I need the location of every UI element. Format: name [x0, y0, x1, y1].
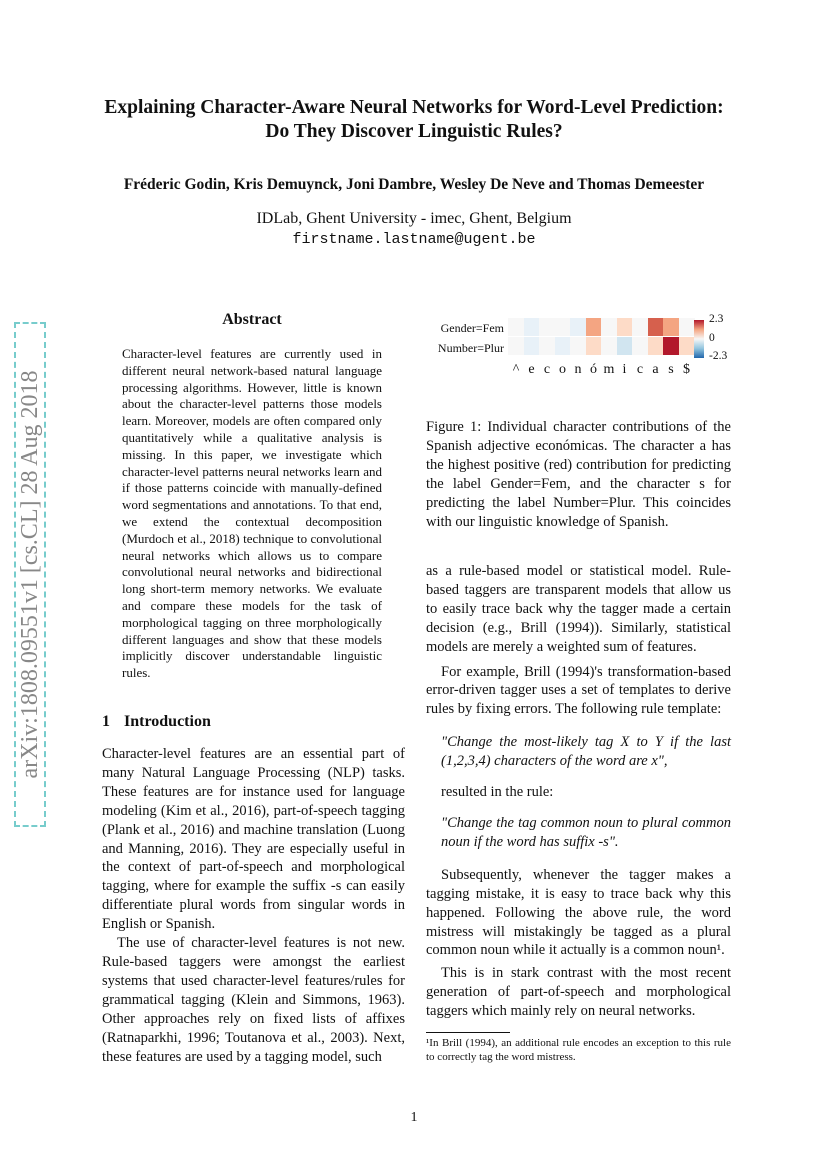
heatmap-char-label: m: [603, 362, 615, 377]
title-line-2: Do They Discover Linguistic Rules?: [265, 121, 563, 142]
right-paragraph-2: For example, Brill (1994)'s transformation-based error-driven tagger uses a set of templates to derive rules by fixing errors. The following rule template:: [426, 663, 731, 718]
right-column: [426, 562, 731, 1021]
heatmap-char-label: c: [636, 362, 644, 377]
paper-title: [60, 96, 768, 144]
right-paragraph-4: Subsequently, whenever the tagger makes a tagging mistake, it is easy to trace back why this happened. Following the above rule, the word mistress will mistakingly be tagged as a plural common noun while it actually is a common noun¹.: [426, 866, 731, 959]
heatmap-char-axis: [508, 362, 704, 378]
right-paragraph-3: resulted in the rule:: [441, 784, 554, 801]
figure-1-heatmap: [426, 312, 736, 402]
heatmap-cell: [524, 318, 540, 336]
heatmap-cell: [570, 318, 586, 336]
figure-1-caption: Figure 1: Individual character contributions of the Spanish adjective económicas. The character a has the highest positive (red) contribution for predicting the label Gender=Fem, and the character s for predicting the label Number=Plur. This coincides with our linguistic knowledge of Spanish.: [426, 419, 731, 530]
colorbar-tick-min: -2.3: [709, 350, 728, 362]
heatmap-cell: [601, 337, 617, 355]
section-title: Introduction: [124, 713, 211, 730]
section-heading: [102, 713, 225, 731]
footnote: ¹In Brill (1994), an additional rule encodes an exception to this rule to correctly tag the word mistress.: [426, 1037, 731, 1063]
heatmap-char-label: a: [652, 362, 659, 377]
heatmap-cell: [663, 337, 679, 355]
arxiv-id: arXiv:1808.09551v1 [cs.CL] 28 Aug 2018: [14, 322, 46, 827]
heatmap-cell: [586, 318, 602, 336]
row-label-number: Number=Plur: [437, 341, 504, 355]
title-line-1: Explaining Character-Aware Neural Networks for Word-Level Prediction:: [104, 97, 724, 118]
left-column: [102, 745, 405, 1066]
heatmap-cell: [632, 337, 648, 355]
heatmap-cell: [679, 337, 695, 355]
heatmap-cell: [555, 337, 571, 355]
affiliation: IDLab, Ghent University - imec, Ghent, Belgium: [256, 210, 572, 227]
heatmap-char-label: ^: [512, 362, 520, 377]
heatmap-cell: [648, 318, 664, 336]
heatmap-cell: [679, 318, 695, 336]
heatmap-cell: [617, 318, 633, 336]
heatmap-cell: [617, 337, 633, 355]
heatmap-char-label: e: [528, 362, 535, 377]
arxiv-stamp: [14, 322, 46, 827]
heatmap-cell: [663, 318, 679, 336]
heatmap-cell: [555, 318, 571, 336]
heatmap-cell: [648, 337, 664, 355]
heatmap-cell: [508, 318, 524, 336]
heatmap-char-label: c: [543, 362, 551, 377]
right-paragraph-5: This is in stark contrast with the most recent generation of part-of-speech and morphological taggers which mainly rely on neural networks.: [426, 965, 731, 1020]
heatmap-char-label: n: [574, 362, 582, 377]
colorbar-tick-max: 2.3: [709, 313, 724, 325]
row-label-gender: Gender=Fem: [440, 321, 504, 335]
rule-quote: "Change the tag common noun to plural common noun if the word has suffix -s".: [441, 814, 731, 850]
heatmap-char-label: ó: [590, 362, 597, 377]
intro-paragraph-2: The use of character-level features is not new. Rule-based taggers were amongst the earliest systems that used character-level features/rules for grammatical tagging (Klein and Simmons, 1963). Other approaches rely on fixed lists of affixes (Ratnaparkhi, 1996; Toutanova et al., 2003). Next, these features are used by a tagging model, such: [102, 935, 405, 1065]
heatmap-cell: [539, 337, 555, 355]
authors: Fréderic Godin, Kris Demuynck, Joni Dambre, Wesley De Neve and Thomas Demeester: [123, 176, 705, 193]
rule-template-quote: "Change the most-likely tag X to Y if the last (1,2,3,4) characters of the word are x",: [441, 734, 731, 770]
colorbar: [694, 320, 704, 358]
heatmap-char-label: o: [559, 362, 566, 377]
footnote-rule: [426, 1032, 510, 1033]
abstract-heading: Abstract: [222, 311, 282, 328]
heatmap-cell: [524, 337, 540, 355]
heatmap-char-label: s: [668, 362, 674, 377]
heatmap-cell: [586, 337, 602, 355]
heatmap-grid: [508, 318, 704, 356]
right-paragraph-1: as a rule-based model or statistical model. Rule-based taggers are transparent models that allow us to easily trace back why the tagger made a certain decision (e.g., Brill (1994)). Similarly, statistical models are merely a weighted sum of features.: [426, 563, 731, 655]
heatmap-cell: [539, 318, 555, 336]
section-number: 1: [102, 713, 110, 730]
email: firstname.lastname@ugent.be: [292, 231, 536, 248]
abstract-text: Character-level features are currently used in different neural network-based natural language processing algorithms. However, little is known about the character-level patterns those models learn. Moreover, models are often compared only quantitatively while a qualitative analysis is missing. In this paper, we investigate which character-level patterns neural networks learn and if those patterns coincide with manually-defined word segmentations and annotations. To that end, we extend the contextual decomposition (Murdoch et al., 2018) technique to convolutional neural networks which allows us to compare convolutional neural networks and bidirectional long short-term memory networks. We evaluate and compare these models for the task of morphological tagging on three morphologically different languages and show that these models implicitly discover understandable linguistic rules.: [122, 346, 382, 681]
page-number: 1: [410, 1110, 418, 1125]
heatmap-cell: [570, 337, 586, 355]
intro-paragraph-1: Character-level features are an essential part of many Natural Language Processing (NLP) tasks. These features are for instance used for language modeling (Kim et al., 2016), part-of-speech tagging (Plank et al., 2016) and machine translation (Luong and Manning, 2016). They are especially useful in the context of part-of-speech and morphological tagging, where for example the suffix -s can easily differentiate plural words from singular words in English or Spanish.: [102, 746, 405, 933]
heatmap-cell: [632, 318, 648, 336]
heatmap-char-label: $: [683, 362, 690, 377]
heatmap-cell: [508, 337, 524, 355]
colorbar-tick-zero: 0: [709, 332, 715, 344]
heatmap-char-label: i: [622, 362, 627, 377]
heatmap-cell: [601, 318, 617, 336]
